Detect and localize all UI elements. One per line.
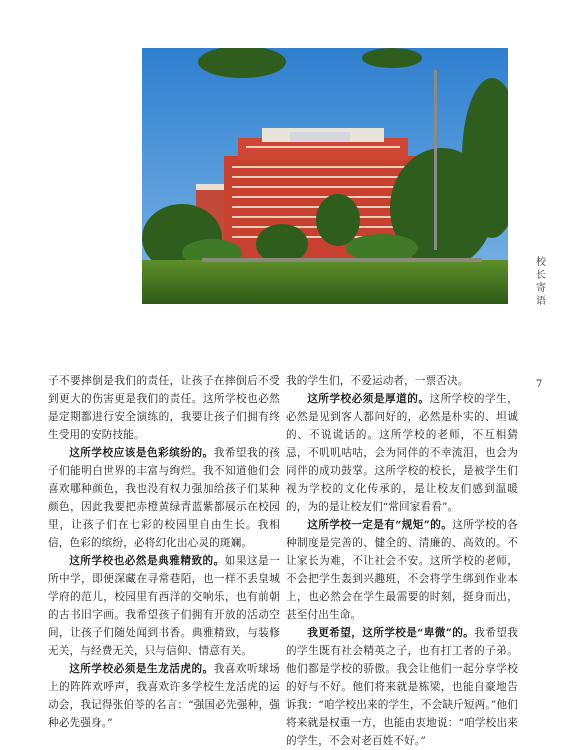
paragraph-text: 我希望我的孩子们能明白世界的丰富与绚烂。我不知道他们会喜欢哪种颜色，我也没有权力强加给孩子们某种颜色，因此我要把赤橙黄绿青蓝紫都展示在校园里，让孩子们在七彩的校园里自由生长。我相信，色彩的缤纷，必将幻化出心灵的斑斓。 bbox=[48, 447, 281, 549]
paragraph-lead: 这所学校必须是厚道的。 bbox=[307, 393, 430, 405]
paragraph-lead: 我更希望，这所学校是“卑微”的。 bbox=[307, 627, 475, 639]
paragraph-text: 我的学生们，不爱运动者，一票否决。 bbox=[286, 375, 469, 387]
paragraph bbox=[48, 660, 280, 732]
paragraph-lead: 这所学校应该是色彩缤纷的。 bbox=[69, 447, 214, 459]
paragraph bbox=[286, 372, 518, 390]
paragraph-text: 这所学校的学生，必然是见到客人都问好的，必然是朴实的、坦诚的、不说谎话的。这所学校的老师，不互相猜忌，不叽叽咕咕，会为同伴的不幸流泪，也会为同伴的成功鼓掌。这所学校的校长，是被学生们视为学校的文化传承的，是让校友们感到温暖的，为的是让校友们“常回家看看”。 bbox=[286, 393, 518, 513]
paragraph-text: 我喜欢听球场上的阵阵欢呼声，我喜欢许多学校生龙活虎的运动会，我记得张伯苓的名言：“强国必先强种，强种必先强身。” bbox=[48, 663, 281, 729]
side-char: 语 bbox=[536, 296, 546, 307]
paragraph-lead: 这所学校也必然是典雅精致的。 bbox=[69, 555, 225, 567]
paragraph bbox=[48, 444, 280, 552]
paragraph-text: 我希望我的学生既有社会精英之子，也有打工者的子弟。他们都是学校的骄傲。我会让他们一起分享学校的好与不好。他们将来就是栋梁，也能自豪地告诉我：“咱学校出来的学生，不会缺斤短两。”他们将来就是权重一方，也能由衷地说：“咱学校出来的学生，不会对老百姓不好。” bbox=[286, 627, 518, 747]
paragraph-text: 子不要摔倒是我们的责任，让孩子在摔倒后不受到更大的伤害更是我们的责任。这所学校也必然是定期都进行安全演练的，我要让孩子们拥有终生受用的安防技能。 bbox=[48, 375, 280, 441]
paragraph-lead: 这所学校一定是有“规矩”的。 bbox=[307, 519, 453, 531]
paragraph-lead: 这所学校必须是生龙活虎的。 bbox=[69, 663, 214, 675]
campus-photo bbox=[142, 48, 508, 304]
side-char: 校 bbox=[536, 257, 546, 268]
paragraph bbox=[48, 372, 280, 444]
text-column-right bbox=[286, 372, 518, 750]
side-char: 长 bbox=[536, 270, 546, 281]
text-column-left bbox=[48, 372, 280, 732]
side-char: 寄 bbox=[536, 283, 546, 294]
section-label-vertical bbox=[533, 256, 549, 308]
paragraph bbox=[286, 624, 518, 750]
paragraph-text: 这所学校的各种制度是完善的、健全的、清廉的、高效的。不让家长为难，不让社会不安。这所学校的老师，不会把学生轰到兴趣班，不会将学生绑到作业本上，也必然会在学生最需要的时刻，挺身而出，甚至付出生命。 bbox=[286, 519, 518, 621]
page-number: 7 bbox=[536, 379, 543, 390]
paragraph bbox=[286, 390, 518, 516]
paragraph-text: 如果这是一所中学，即便深藏在寻常巷陌，也一样不丢皇城学府的范儿，校园里有西洋的交响乐，也有前朝的古书旧字画。我希望孩子们拥有开放的活动空间，让孩子们随处闻到书香。典雅精致，与装修无关，与经费无关，只与信仰、情意有关。 bbox=[48, 555, 280, 657]
paragraph bbox=[48, 552, 280, 660]
paragraph bbox=[286, 516, 518, 624]
